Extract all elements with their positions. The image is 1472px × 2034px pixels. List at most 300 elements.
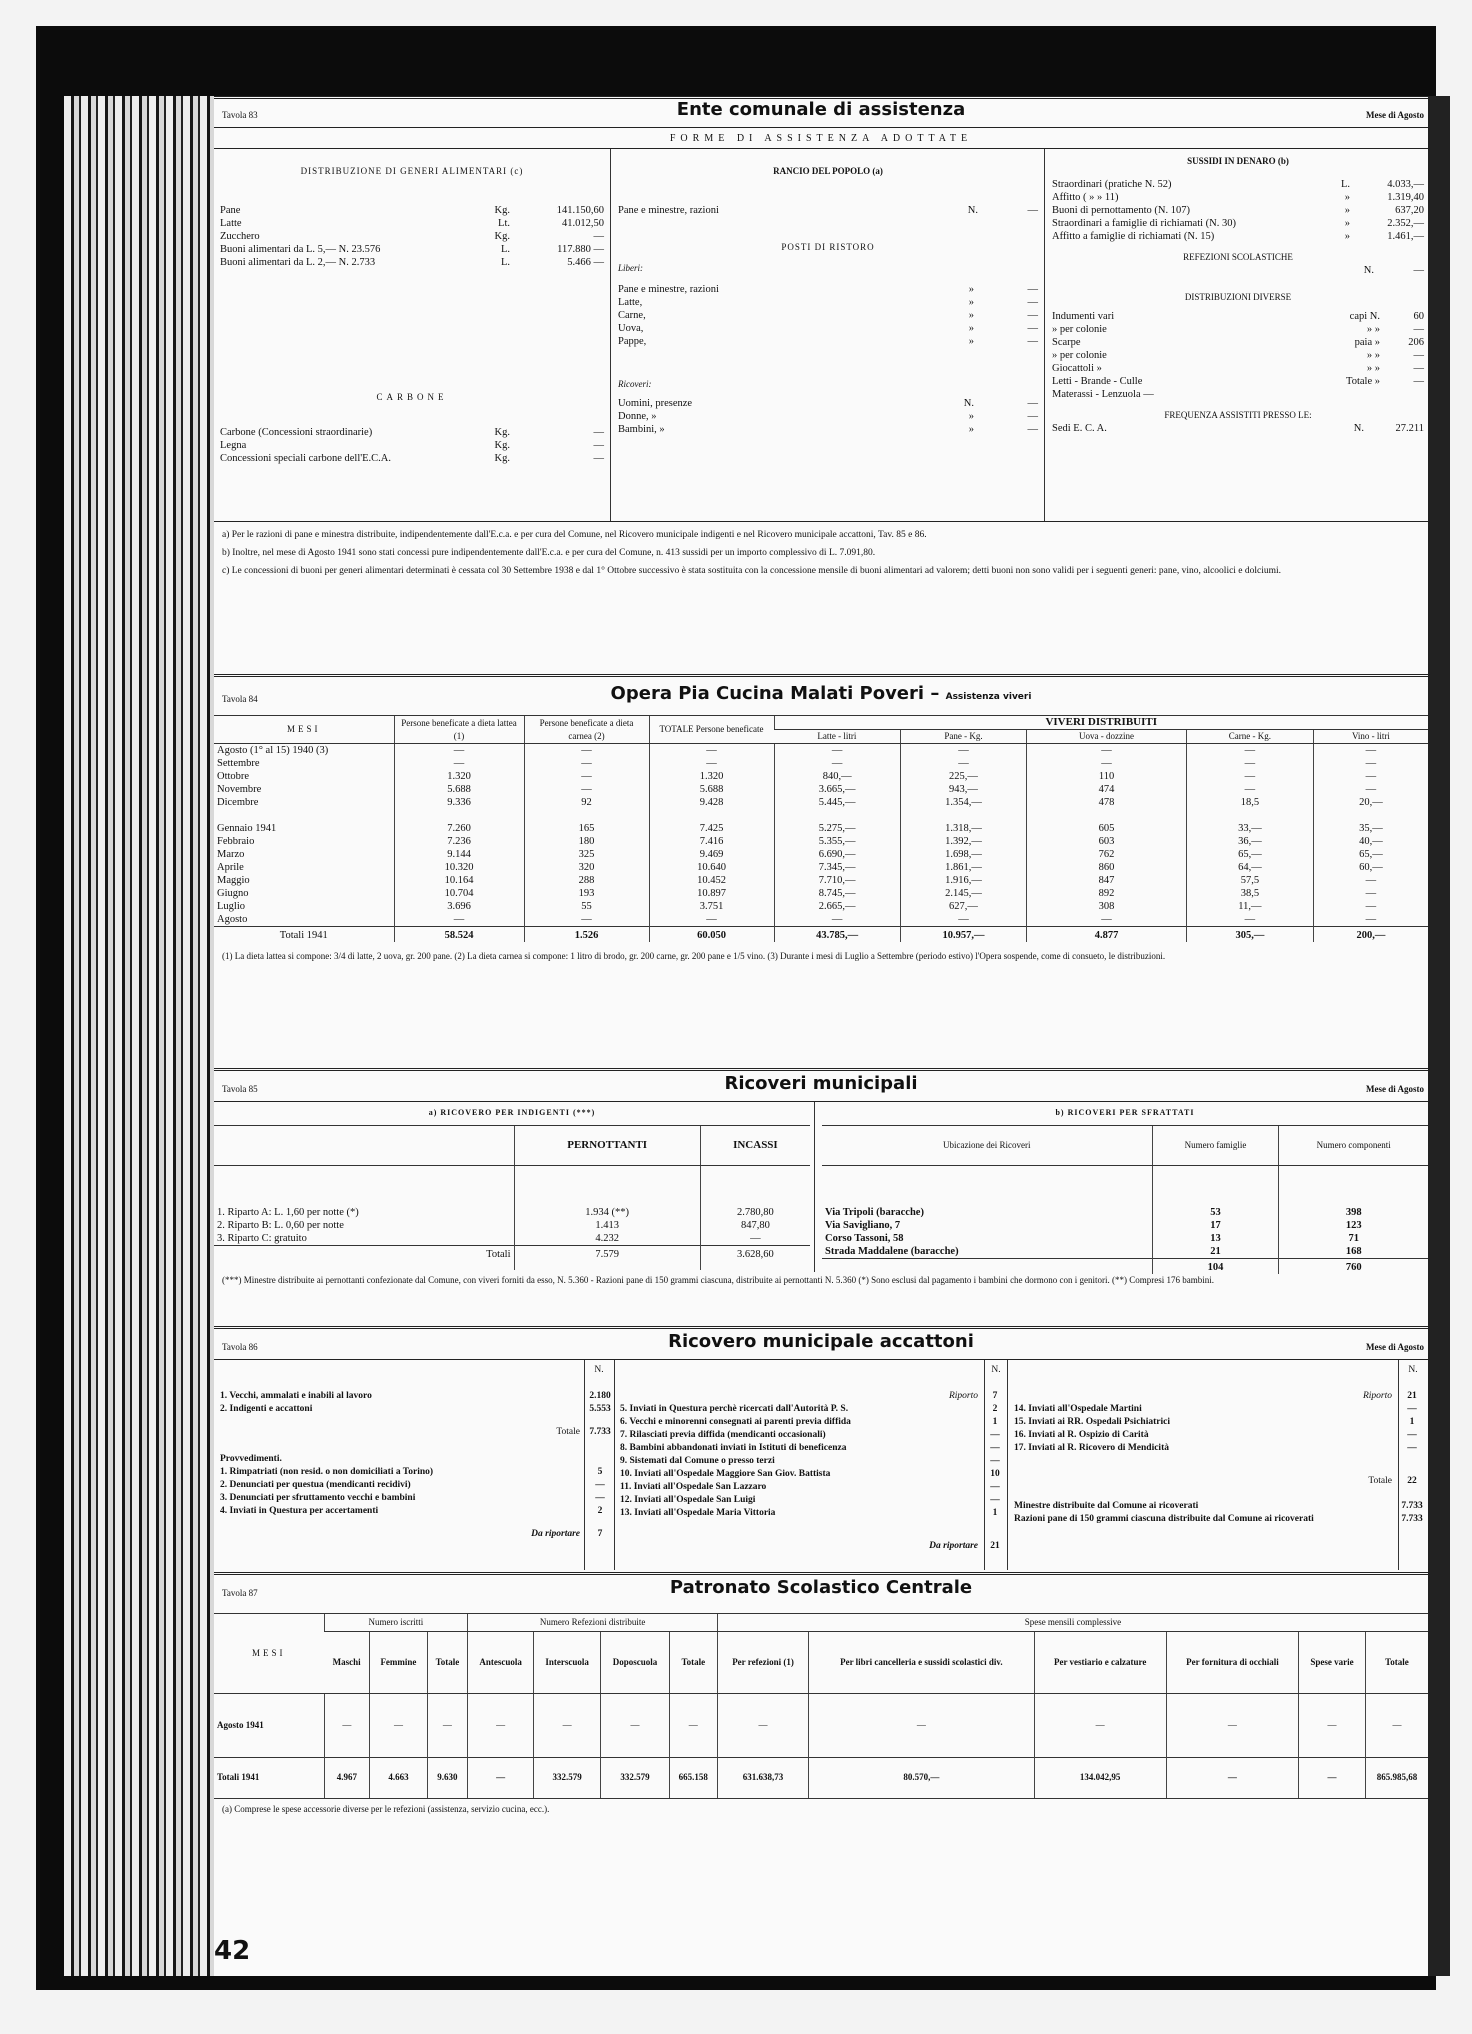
table-cell: 474 [1027, 783, 1187, 796]
sfrattati-table [822, 1125, 1428, 1274]
table-cell: — [324, 1694, 370, 1758]
sfrattati-body [822, 1166, 1428, 1275]
diverse-row-cell [1310, 388, 1380, 401]
table-cell: — [1186, 757, 1313, 770]
accattoni-row-value: — [1407, 1443, 1417, 1453]
refezioni-title: REFEZIONI SCOLASTICHE [1183, 252, 1293, 262]
liberi-row-cell: » [968, 284, 974, 295]
dist-row [220, 204, 604, 217]
da-riportare-label: Da riportare [531, 1529, 580, 1539]
table-cell: 840,— [774, 770, 900, 783]
table-cell: Marzo [217, 849, 245, 860]
accattoni-row-label: 1. Vecchi, ammalati e inabili al lavoro [220, 1391, 372, 1401]
table-cell: — [1186, 913, 1313, 927]
total-cell: 104 [1152, 1259, 1279, 1275]
page-number: 42 [214, 1936, 251, 1966]
note-a: a) Per le razioni di pane e minestra distribuite, indipendentemente dall'E.c.a. e per cura del Comune, nel Ricovero municipale indigenti e nel Ricovero municipale accattoni, Tav. 85 e 86. [222, 530, 927, 540]
total-cell: 332.579 [534, 1758, 601, 1798]
diverse-row-cell: — [1413, 350, 1424, 361]
refezioni-line [1052, 264, 1424, 277]
dist-row-cell: Buoni alimentari da L. 5,— N. 23.576 [220, 244, 381, 255]
table-cell: 860 [1027, 861, 1187, 874]
table-cell: 7.425 [649, 822, 774, 835]
diverse-row-cell: » » [1366, 363, 1380, 374]
diverse-row-cell [1384, 388, 1424, 401]
table-row [822, 1245, 1428, 1259]
col-header: Spese varie [1299, 1632, 1366, 1694]
table-cell: 165 [524, 822, 649, 835]
spacer [620, 1520, 1006, 1540]
diverse-row-cell: — [1413, 376, 1424, 387]
table-cell: — [1313, 913, 1428, 927]
table-cell: — [649, 757, 774, 770]
table-cell: 288 [524, 874, 649, 887]
totale-label: Totale [556, 1427, 580, 1437]
provvedimento-row-label: 1. Rimpatriati (non resid. o non domiciliati a Torino) [220, 1467, 434, 1477]
table-cell: 11,— [1186, 900, 1313, 913]
frequenza-line [1052, 422, 1424, 435]
col-numero-famiglie: Numero famiglie [1152, 1126, 1279, 1166]
table-cell: — [1313, 874, 1428, 887]
table-cell: — [524, 770, 649, 783]
accattoni-row [620, 1442, 1006, 1455]
col-header: Per refezioni (1) [717, 1632, 808, 1694]
table-cell: 18,5 [1186, 796, 1313, 809]
liberi-row [618, 335, 1038, 348]
n-head-1: N. [594, 1365, 604, 1375]
riporto-row [1014, 1390, 1426, 1403]
diverse-row [1052, 323, 1424, 336]
table-cell: 847,80 [700, 1219, 810, 1232]
razioni-value: 7.733 [1401, 1514, 1423, 1524]
sussidi-row-cell: » [1344, 231, 1350, 242]
liberi-row-cell: Pane e minestre, razioni [618, 284, 719, 295]
provvedimento-row-value: — [595, 1493, 605, 1503]
table-cell: 7.710,— [774, 874, 900, 887]
table-row [214, 874, 1428, 887]
col-pbl: Persone beneficate a dieta lattea (1) [394, 716, 524, 744]
table-cell: 65,— [1313, 848, 1428, 861]
table-row [214, 835, 1428, 848]
table-cell: 5.445,— [774, 796, 900, 809]
dist-row-cell: L. [500, 257, 510, 268]
total-cell: Totali 1941 [214, 927, 394, 943]
table-cell: — [774, 744, 900, 758]
accattoni-row-label: 2. Indigenti e accattoni [220, 1404, 313, 1414]
table-cell: 9.469 [649, 848, 774, 861]
table-cell: 8.745,— [774, 887, 900, 900]
table-cell: 1.318,— [900, 822, 1026, 835]
tavola-85 [214, 1068, 1428, 1289]
table-cell: — [900, 757, 1026, 770]
spacer [220, 1416, 614, 1426]
tavola-87-table [214, 1613, 1428, 1798]
table-row [822, 1219, 1428, 1232]
col-pbc: Persone beneficate a dieta carnea (2) [524, 716, 649, 744]
table-cell: — [394, 913, 524, 927]
liberi-row [618, 309, 1038, 322]
totale-label: Totale [1368, 1476, 1392, 1486]
diverse-rows [1052, 310, 1424, 401]
table-cell [774, 809, 900, 822]
ricoveri-row [618, 410, 1038, 423]
table-cell: 17 [1152, 1219, 1279, 1232]
table-cell: — [524, 757, 649, 770]
riporto-label: Riporto [1362, 1391, 1392, 1401]
table-cell: 64,— [1186, 861, 1313, 874]
ricoveri-rows [618, 397, 1038, 436]
table-row [214, 783, 1428, 796]
dist-row-cell: 41.012,50 [562, 218, 604, 229]
liberi-row [618, 322, 1038, 335]
rancio-cell: — [1027, 205, 1038, 216]
dist-row-cell: Zucchero [220, 231, 260, 242]
table-cell [649, 809, 774, 822]
accattoni-row-value: 10 [990, 1469, 1000, 1479]
table-row [822, 1232, 1428, 1245]
total-cell: 134.042,95 [1034, 1758, 1166, 1798]
provvedimento-row-label: 3. Denunciati per sfruttamento vecchi e bambini [220, 1493, 416, 1503]
table-cell: 3.665,— [774, 783, 900, 796]
table-cell: Via Tripoli (baracche) [825, 1207, 924, 1218]
ricoveri-row-cell: Uomini, presenze [618, 398, 693, 409]
accattoni-row-label: 6. Vecchi e minorenni consegnati ai parenti previa diffida [620, 1417, 851, 1427]
table-cell: 55 [524, 900, 649, 913]
riporto-label: Riporto [948, 1391, 978, 1401]
table-cell: 7.416 [649, 835, 774, 848]
diverse-row [1052, 388, 1424, 401]
tavola-83-month: Mese di Agosto [1366, 110, 1424, 120]
refezioni-cell: — [1413, 265, 1424, 276]
da-riportare-row [620, 1540, 1006, 1553]
col-header: Totale [669, 1632, 717, 1694]
carbone-row [220, 426, 604, 439]
dist-row-cell: Kg. [494, 231, 510, 242]
refezioni-cell [1052, 264, 1334, 277]
diverse-row-cell: » per colonie [1052, 350, 1107, 361]
refezioni-cell: N. [1363, 265, 1374, 276]
document-page [214, 96, 1428, 1976]
table-cell: Via Savigliano, 7 [825, 1220, 901, 1231]
table-row [214, 744, 1428, 758]
total-row [214, 1246, 810, 1270]
dist-row-cell: Latte [220, 218, 242, 229]
ricoveri-row [618, 423, 1038, 436]
refezioni-row [1052, 264, 1424, 277]
diverse-row-cell: — [1413, 324, 1424, 335]
table-row [214, 1232, 810, 1246]
dist-rows [220, 204, 604, 269]
accattoni-row-label: 15. Inviati ai RR. Ospedali Psichiatrici [1014, 1417, 1170, 1427]
table-cell: 3.696 [394, 900, 524, 913]
table-cell: 627,— [900, 900, 1026, 913]
table-cell: 7.236 [394, 835, 524, 848]
carbone-row-cell: — [593, 440, 604, 451]
table-cell: — [394, 757, 524, 770]
table-cell: 168 [1279, 1245, 1428, 1259]
diverse-row [1052, 362, 1424, 375]
tavola-87-columns [214, 1632, 1428, 1694]
minestre-row [1014, 1500, 1426, 1513]
ricoveri-label: Ricoveri: [618, 379, 652, 389]
rancio-row [618, 204, 1038, 217]
liberi-row-cell: » [968, 323, 974, 334]
table-cell: 1.934 (**) [514, 1166, 700, 1220]
table-cell: 2.780,80 [700, 1166, 810, 1220]
accattoni-row-label: 14. Inviati all'Ospedale Martini [1014, 1404, 1142, 1414]
carbone-row [220, 439, 604, 452]
liberi-rows [618, 283, 1038, 348]
total-cell: Totali [214, 1246, 514, 1270]
col-latte: Latte - litri [774, 730, 900, 744]
indigenti-table [214, 1125, 810, 1270]
total-cell: 4.967 [324, 1758, 370, 1798]
table-cell: 847 [1027, 874, 1187, 887]
table-cell: — [1365, 1694, 1428, 1758]
col-pernottanti: PERNOTTANTI [514, 1126, 700, 1166]
table-cell: 60,— [1313, 861, 1428, 874]
table-cell [214, 809, 394, 822]
col-header: Interscuola [534, 1632, 601, 1694]
spacer [1014, 1455, 1426, 1475]
table-cell: Strada Maddalene (baracche) [825, 1246, 959, 1257]
total-cell: 58.524 [394, 927, 524, 943]
diverse-row-cell: Giocattoli » [1052, 363, 1102, 374]
table-cell: — [809, 1694, 1034, 1758]
sussidi-row-cell: Buoni di pernottamento (N. 107) [1052, 205, 1190, 216]
table-cell: Agosto (1° al 15) 1940 (3) [217, 745, 329, 756]
ricoveri-row-cell: » [968, 411, 974, 422]
sussidi-row [1052, 191, 1424, 204]
table-cell: 9.336 [394, 796, 524, 809]
col-uova: Uova - dozzine [1027, 730, 1187, 744]
accattoni-row [620, 1429, 1006, 1442]
table-cell: 123 [1279, 1219, 1428, 1232]
table-cell: 7.260 [394, 822, 524, 835]
table-cell: 1.320 [394, 770, 524, 783]
accattoni-row-value: 1 [992, 1508, 998, 1518]
accattoni-row-value: 2 [992, 1404, 998, 1414]
frequenza-title: FREQUENZA ASSISTITI PRESSO LE: [1164, 410, 1312, 420]
accattoni-row-value: — [1407, 1404, 1417, 1414]
minestre-row-label: Minestre distribuite dal Comune ai ricoverati [1014, 1501, 1199, 1511]
tavola-84-body [214, 744, 1428, 943]
table-row [214, 900, 1428, 913]
dist-row [220, 217, 604, 230]
col-carne: Carne - Kg. [1186, 730, 1313, 744]
table-cell: Gennaio 1941 [217, 823, 277, 834]
col-mesi: MESI [214, 716, 394, 744]
dist-row-cell: Buoni alimentari da L. 2,— N. 2.733 [220, 257, 376, 268]
carbone-rows [220, 426, 604, 465]
table-cell: 9.144 [394, 848, 524, 861]
accattoni-row [620, 1416, 1006, 1429]
col-pane: Pane - Kg. [900, 730, 1026, 744]
table-cell: — [1186, 744, 1313, 758]
accattoni-col-1 [220, 1390, 614, 1541]
sussidi-row-cell: » [1344, 218, 1350, 229]
table-cell: 1.916,— [900, 874, 1026, 887]
frequenza-row [1052, 422, 1424, 435]
total-cell: 305,— [1186, 927, 1313, 943]
accattoni-row-value: — [990, 1443, 1000, 1453]
table-cell: 1.354,— [900, 796, 1026, 809]
tavola-85-title: Ricoveri municipali [724, 1073, 918, 1094]
tavola-85-month: Mese di Agosto [1366, 1084, 1424, 1094]
total-cell: — [1299, 1758, 1366, 1798]
table-cell: — [700, 1232, 810, 1246]
sussidi-row [1052, 230, 1424, 243]
n-head-2: N. [991, 1365, 1001, 1375]
table-row [214, 1166, 810, 1220]
tavola-87-note: (a) Comprese le spese accessorie diverse per le refezioni (assistenza, servizio cucina, ecc.). [214, 1798, 1428, 1820]
table-cell: 10.640 [649, 861, 774, 874]
table-cell: — [669, 1694, 717, 1758]
accattoni-row [220, 1403, 614, 1416]
col-header: Per vestiario e calzature [1034, 1632, 1166, 1694]
table-cell: 1.861,— [900, 861, 1026, 874]
table-cell: 57,5 [1186, 874, 1313, 887]
liberi-row-cell: — [1027, 323, 1038, 334]
tavola-84-table [214, 715, 1428, 942]
accattoni-row [620, 1468, 1006, 1481]
col-totale: TOTALE Persone beneficate [649, 716, 774, 744]
da-riportare-label: Da riportare [929, 1541, 978, 1551]
table-cell: 2. Riparto B: L. 0,60 per notte [217, 1220, 344, 1231]
table-row [214, 796, 1428, 809]
accattoni-row [1014, 1403, 1426, 1416]
liberi-row-cell: Carne, [618, 310, 646, 321]
minestre-row-value: 7.733 [1401, 1501, 1423, 1511]
tavola-87 [214, 1572, 1428, 1820]
carbone-row-cell: Kg. [494, 427, 510, 438]
spacer [1014, 1488, 1426, 1500]
table-cell: 33,— [1186, 822, 1313, 835]
diverse-row-cell: » » [1366, 350, 1380, 361]
table-cell: 762 [1027, 848, 1187, 861]
table-cell [900, 809, 1026, 822]
table-cell: — [1313, 887, 1428, 900]
sussidi-row-cell: L. [1340, 179, 1350, 190]
total-cell: 760 [1279, 1259, 1428, 1275]
tavola-86-label: Tavola 86 [222, 1342, 258, 1352]
posti-title: POSTI DI RISTORO [781, 242, 875, 252]
col-mesi: MESI [214, 1614, 324, 1694]
table-row [214, 822, 1428, 835]
col-viveri: VIVERI DISTRIBUITI [774, 716, 1428, 730]
spacer [220, 1439, 614, 1453]
table-row [822, 1166, 1428, 1220]
carbone-row-cell: Concessioni speciali carbone dell'E.C.A. [220, 453, 392, 464]
accattoni-row [1014, 1416, 1426, 1429]
rancio-cell: N. [967, 205, 978, 216]
table-row [214, 1219, 810, 1232]
liberi-row-cell: Pappe, [618, 336, 647, 347]
col-header: Per fornitura di occhiali [1166, 1632, 1298, 1694]
table-cell: Agosto [217, 914, 248, 925]
table-cell: 605 [1027, 822, 1187, 835]
tavola-83 [214, 96, 1428, 582]
table-cell: — [524, 783, 649, 796]
dist-row-cell: 117.880 — [557, 244, 604, 255]
total-cell: — [1166, 1758, 1298, 1798]
table-cell: 892 [1027, 887, 1187, 900]
table-cell: — [1186, 783, 1313, 796]
table-cell: 10.452 [649, 874, 774, 887]
ricoveri-row-cell: N. [963, 398, 974, 409]
ricoveri-row-cell: — [1027, 411, 1038, 422]
rancio-cell: Pane e minestre, razioni [618, 205, 719, 216]
table-cell: — [649, 913, 774, 927]
table-cell: 603 [1027, 835, 1187, 848]
table-cell: — [534, 1694, 601, 1758]
table-cell: 71 [1279, 1232, 1428, 1245]
ricoveri-row-cell: — [1027, 398, 1038, 409]
table-cell: — [1034, 1694, 1166, 1758]
table-cell: 1.320 [649, 770, 774, 783]
note-c: c) Le concessioni di buoni per generi alimentari determinati è cessata col 30 Settembre 1938 e dal 1° Ottobre successivo è stata sostituita con la concessione mensile di buoni alimentari ad valorem; detti buoni non sono validi per i seguenti generi: pane, vino, alcoolici e dolciumi. [222, 566, 1282, 576]
table-cell: — [427, 1694, 468, 1758]
table-cell: 193 [524, 887, 649, 900]
dist-row-cell: Pane [220, 205, 241, 216]
table-cell: 3.751 [649, 900, 774, 913]
table-cell: 10.320 [394, 861, 524, 874]
table-cell: 20,— [1313, 796, 1428, 809]
table-cell: — [1027, 913, 1187, 927]
col-header: Maschi [324, 1632, 370, 1694]
liberi-row-cell: Uova, [618, 323, 644, 334]
da-riportare-value: 21 [990, 1541, 1000, 1551]
riporto-row [620, 1390, 1006, 1403]
total-row [822, 1259, 1428, 1275]
table-cell: — [370, 1694, 427, 1758]
table-cell: 4.232 [514, 1232, 700, 1246]
tavola-85-note: (***) Minestre distribuite ai pernottanti confezionate dal Comune, con viveri forniti da esso, N. 5.360 - Razioni pane di 150 grammi ciascuna, distribuite ai pernottanti N. 5.360 (*) Sono esclusi dal pagamento i bambini che dormono con i genitori. (**) Compresi 176 bambini. [222, 1275, 1215, 1285]
liberi-row-cell: » [968, 297, 974, 308]
dist-row-cell: 141.150,60 [556, 205, 604, 216]
col-header: Per libri cancelleria e sussidi scolastici div. [809, 1632, 1034, 1694]
table-cell: Novembre [217, 784, 262, 795]
da-riportare-row [220, 1528, 614, 1541]
table-cell [1027, 809, 1187, 822]
col-header: Doposcuola [601, 1632, 669, 1694]
tavola-83-label: Tavola 83 [222, 110, 258, 120]
sussidi-row [1052, 204, 1424, 217]
dist-row [220, 243, 604, 256]
table-cell: — [900, 744, 1026, 758]
sussidi-row-cell: 637,20 [1395, 205, 1424, 216]
tavola-86-title: Ricovero municipale accattoni [668, 1331, 974, 1352]
total-cell: 3.628,60 [700, 1246, 810, 1270]
liberi-row-cell: — [1027, 297, 1038, 308]
riporto-value: 21 [1407, 1391, 1417, 1401]
riporto-value: 7 [992, 1391, 998, 1401]
accattoni-row-value: — [1407, 1430, 1417, 1440]
accattoni-row [620, 1403, 1006, 1416]
table-cell: 65,— [1186, 848, 1313, 861]
totale-row [220, 1426, 614, 1439]
provvedimento-row-label: 2. Denunciati per questua (mendicanti recidivi) [220, 1480, 411, 1490]
total-cell: 4.663 [370, 1758, 427, 1798]
liberi-row-cell: — [1027, 310, 1038, 321]
tavola-83-subtitle: FORME DI ASSISTENZA ADOTTATE [669, 133, 973, 144]
dist-row-cell: L. [500, 244, 510, 255]
total-cell: — [468, 1758, 534, 1798]
carbone-row [220, 452, 604, 465]
table-cell: Agosto 1941 [217, 1720, 264, 1730]
accattoni-row [620, 1455, 1006, 1468]
accattoni-col-3 [1014, 1390, 1426, 1526]
